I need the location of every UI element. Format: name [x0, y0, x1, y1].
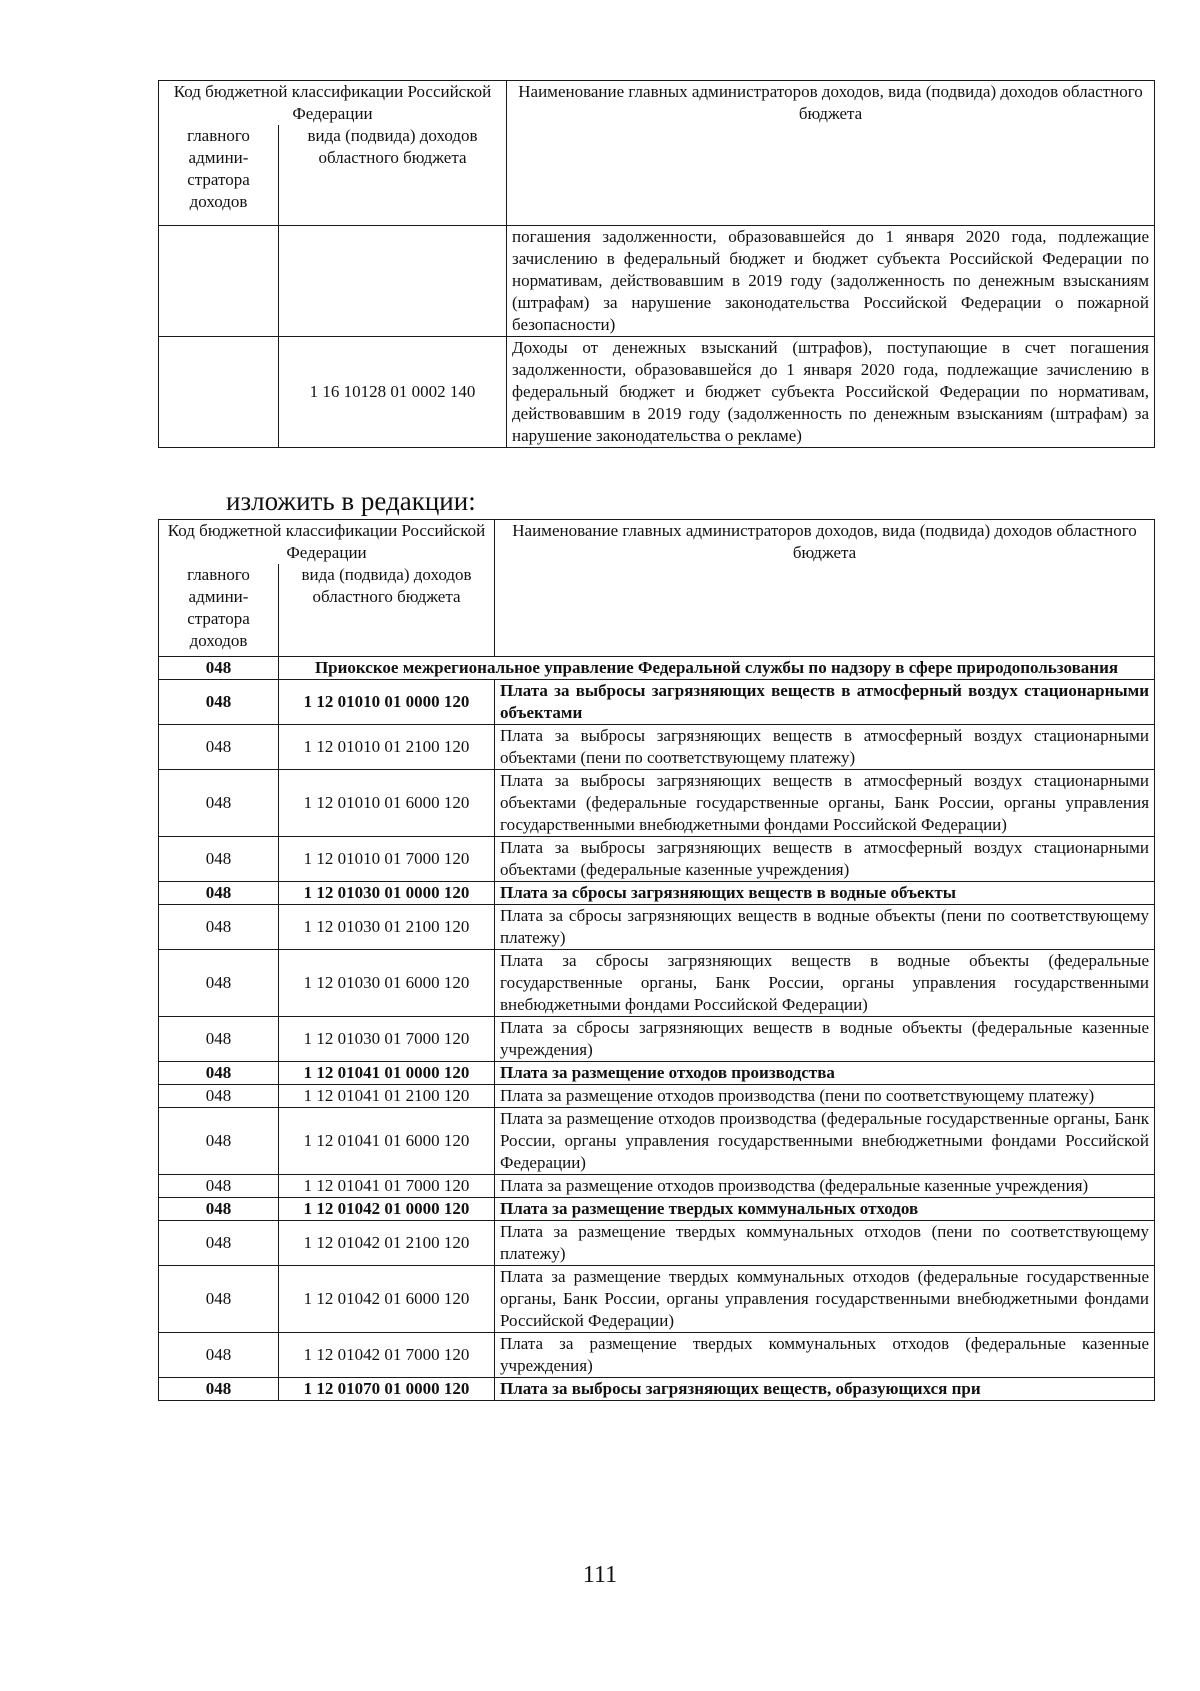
table-row: [159, 1084, 1155, 1107]
row-revenue-code: 1 12 01030 01 0000 120: [279, 881, 495, 904]
row-admin-code: 048: [159, 949, 279, 1016]
row-revenue-code: 1 12 01042 01 2100 120: [279, 1220, 495, 1265]
table-row: [159, 336, 1155, 447]
row-admin-code: 048: [159, 1220, 279, 1265]
row-admin-code: 048: [159, 1174, 279, 1197]
row-admin-code: 048: [159, 1265, 279, 1332]
row-description: погашения задолженности, образовавшейся до 1 января 2020 года, подлежащие зачислению в федеральный бюджет и бюджет субъекта Российской Федерации по нормативам, действовавшим в 2019 году (задолженность по денежным взысканиям (штрафам) за нарушение законодательства Российской Федерации о пожарной безопасности): [507, 225, 1155, 336]
table-row: [159, 1016, 1155, 1061]
table-row: [159, 1107, 1155, 1174]
row-description: Плата за размещение твердых коммунальных отходов (федеральные казенные учреждения): [495, 1332, 1155, 1377]
row-admin-code: 048: [159, 904, 279, 949]
page-number: 111: [582, 1562, 618, 1588]
row-revenue-code: 1 12 01010 01 2100 120: [279, 724, 495, 769]
row-description: Плата за сбросы загрязняющих веществ в водные объекты (пени по соответствующему платежу): [495, 904, 1155, 949]
budget-code-group-header: Код бюджетной классификации Российской Федерации: [159, 520, 495, 565]
admin-column-header: главного админи-стратора доходов: [159, 125, 279, 225]
row-admin-code: 048: [159, 1377, 279, 1400]
kind-column-header: вида (подвида) доходов областного бюджета: [279, 125, 507, 225]
row-revenue-code: 1 12 01010 01 0000 120: [279, 679, 495, 724]
row-description: Плата за выбросы загрязняющих веществ в атмосферный воздух стационарными объектами (пени по соответствующему платежу): [495, 724, 1155, 769]
name-column-header: Наименование главных администраторов доходов, вида (подвида) доходов областного бюджета: [507, 81, 1155, 226]
budget-code-group-header: Код бюджетной классификации Российской Федерации: [159, 81, 507, 126]
row-description: Плата за сбросы загрязняющих веществ в водные объекты (федеральные казенные учреждения): [495, 1016, 1155, 1061]
row-admin-code: 048: [159, 1084, 279, 1107]
row-description: Плата за выбросы загрязняющих веществ в атмосферный воздух стационарными объектами (федеральные государственные органы, Банк России, органы управления государственными внебюджетными фондами Российской Федерации): [495, 769, 1155, 836]
row-revenue-code: 1 12 01041 01 2100 120: [279, 1084, 495, 1107]
row-admin-code: 048: [159, 769, 279, 836]
revised-revenue-table: [158, 519, 1155, 1401]
row-admin-code: 048: [159, 836, 279, 881]
table-row: [159, 1197, 1155, 1220]
row-revenue-code: 1 12 01010 01 7000 120: [279, 836, 495, 881]
table-row: [159, 724, 1155, 769]
row-description: Плата за сбросы загрязняющих веществ в водные объекты: [495, 881, 1155, 904]
admin-column-header: главного админи-стратора доходов: [159, 564, 279, 656]
row-description: Плата за размещение твердых коммунальных отходов (федеральные государственные органы, Банк России, органы управления государственными внебюджетными фондами Российской Федерации): [495, 1265, 1155, 1332]
row-description: Плата за выбросы загрязняющих веществ в атмосферный воздух стационарными объектами: [495, 679, 1155, 724]
table-row: [159, 881, 1155, 904]
row-description: Плата за размещение отходов производства (федеральные государственные органы, Банк России, органы управления государственными внебюджетными фондами Российской Федерации): [495, 1107, 1155, 1174]
row-revenue-code: 1 12 01041 01 0000 120: [279, 1061, 495, 1084]
row-admin-code: 048: [159, 679, 279, 724]
table-row: [159, 1332, 1155, 1377]
row-admin-code: 048: [159, 1197, 279, 1220]
row-description: Плата за сбросы загрязняющих веществ в водные объекты (федеральные государственные органы, Банк России, органы управления государственными внебюджетными фондами Российской Федерации): [495, 949, 1155, 1016]
row-admin-code: 048: [159, 724, 279, 769]
row-admin-code: 048: [159, 1016, 279, 1061]
table-row: [159, 225, 1155, 336]
table-row: [159, 679, 1155, 724]
row-description: Плата за размещение твердых коммунальных отходов (пени по соответствующему платежу): [495, 1220, 1155, 1265]
kind-column-header: вида (подвида) доходов областного бюджета: [279, 564, 495, 656]
row-revenue-code: 1 12 01070 01 0000 120: [279, 1377, 495, 1400]
table-row: [159, 1174, 1155, 1197]
row-description: Плата за размещение отходов производства: [495, 1061, 1155, 1084]
row-revenue-code: 1 12 01030 01 6000 120: [279, 949, 495, 1016]
row-revenue-code: 1 12 01042 01 0000 120: [279, 1197, 495, 1220]
name-column-header: Наименование главных администраторов доходов, вида (подвида) доходов областного бюджета: [495, 520, 1155, 657]
row-description: Плата за выбросы загрязняющих веществ, образующихся при: [495, 1377, 1155, 1400]
row-revenue-code: 1 12 01042 01 7000 120: [279, 1332, 495, 1377]
row-description: Доходы от денежных взысканий (штрафов), поступающие в счет погашения задолженности, образовавшейся до 1 января 2020 года, подлежащие зачислению в федеральный бюджет и бюджет субъекта Российской Федерации по нормативам, действовавшим в 2019 году (задолженность по денежным взысканиям (штрафам) за нарушение законодательства о рекламе): [507, 336, 1155, 447]
table-row: [159, 949, 1155, 1016]
table-row: [159, 1061, 1155, 1084]
agency-row: [159, 656, 1155, 679]
row-revenue-code: 1 12 01030 01 7000 120: [279, 1016, 495, 1061]
row-revenue-code: [279, 225, 507, 336]
row-revenue-code: 1 12 01042 01 6000 120: [279, 1265, 495, 1332]
row-description: Плата за выбросы загрязняющих веществ в атмосферный воздух стационарными объектами (федеральные казенные учреждения): [495, 836, 1155, 881]
agency-admin-code: 048: [159, 656, 279, 679]
subtitle: изложить в редакции:: [226, 486, 476, 516]
row-revenue-code: 1 16 10128 01 0002 140: [279, 336, 507, 447]
row-description: Плата за размещение твердых коммунальных отходов: [495, 1197, 1155, 1220]
table-row: [159, 1265, 1155, 1332]
row-admin-code: 048: [159, 881, 279, 904]
previous-revenue-table: [158, 80, 1155, 448]
row-revenue-code: 1 12 01041 01 6000 120: [279, 1107, 495, 1174]
agency-name: Приокское межрегиональное управление Федеральной службы по надзору в сфере природопользования: [279, 656, 1155, 679]
row-admin-code: [159, 336, 279, 447]
row-admin-code: 048: [159, 1107, 279, 1174]
row-admin-code: 048: [159, 1061, 279, 1084]
table-row: [159, 904, 1155, 949]
row-revenue-code: 1 12 01041 01 7000 120: [279, 1174, 495, 1197]
row-revenue-code: 1 12 01010 01 6000 120: [279, 769, 495, 836]
table-row: [159, 836, 1155, 881]
table-row: [159, 1220, 1155, 1265]
table-row: [159, 1377, 1155, 1400]
row-description: Плата за размещение отходов производства (федеральные казенные учреждения): [495, 1174, 1155, 1197]
row-description: Плата за размещение отходов производства (пени по соответствующему платежу): [495, 1084, 1155, 1107]
row-admin-code: [159, 225, 279, 336]
row-admin-code: 048: [159, 1332, 279, 1377]
table-row: [159, 769, 1155, 836]
row-revenue-code: 1 12 01030 01 2100 120: [279, 904, 495, 949]
